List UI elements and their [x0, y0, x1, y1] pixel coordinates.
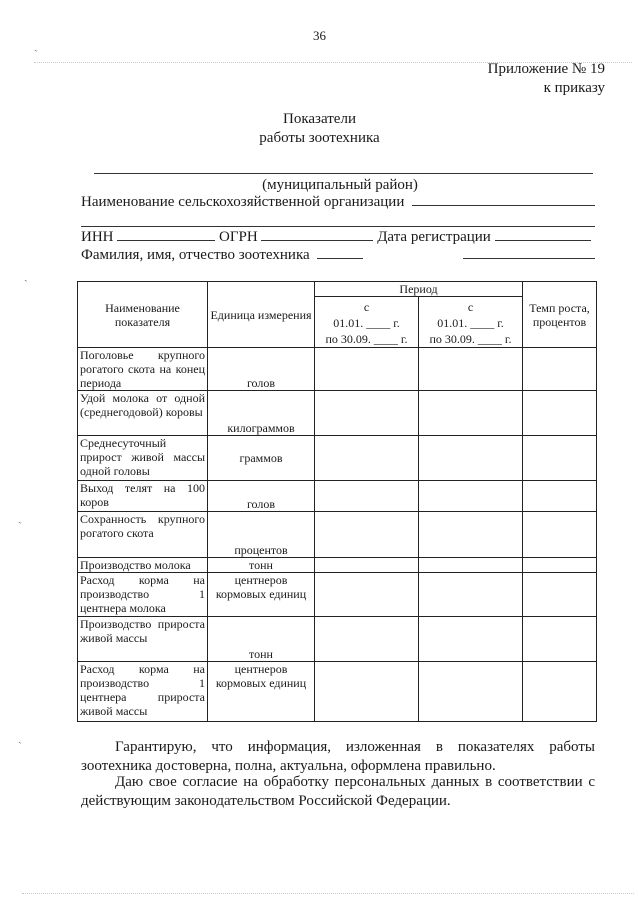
scan-mark: ˏ — [24, 270, 28, 282]
table-row — [78, 617, 597, 662]
title-line-1: Показатели — [283, 111, 356, 127]
period-1-start: 01.01. ____ г. — [333, 316, 400, 330]
value-cell[interactable] — [315, 662, 419, 722]
row-unit: тонн — [208, 617, 315, 662]
table-row — [78, 558, 597, 573]
value-cell[interactable] — [419, 391, 523, 436]
row-unit: тонн — [208, 558, 315, 573]
header-period-col-1 — [315, 297, 419, 348]
annex-number: Приложение № 19 — [487, 61, 605, 77]
value-cell[interactable] — [315, 481, 419, 512]
row-unit: голов — [208, 481, 315, 512]
value-cell[interactable] — [419, 436, 523, 481]
scan-mark: ˏ — [18, 732, 22, 744]
ogrn-label: ОГРН — [219, 229, 258, 245]
table-row — [78, 391, 597, 436]
value-cell[interactable] — [523, 481, 597, 512]
value-cell[interactable] — [315, 348, 419, 391]
ogrn-blank[interactable] — [261, 228, 373, 241]
reg-date-label: Дата регистрации — [377, 229, 491, 245]
scan-mark: ˏ — [34, 40, 38, 52]
value-cell[interactable] — [523, 436, 597, 481]
value-cell[interactable] — [419, 348, 523, 391]
table-row — [78, 436, 597, 481]
header-unit: Единица измерения — [208, 282, 315, 348]
value-cell[interactable] — [523, 391, 597, 436]
value-cell[interactable] — [419, 617, 523, 662]
table-row — [78, 573, 597, 617]
row-name: Удой молока от одной (среднегодовой) коровы — [78, 391, 208, 436]
value-cell[interactable] — [523, 558, 597, 573]
value-cell[interactable] — [315, 391, 419, 436]
value-cell[interactable] — [523, 573, 597, 617]
table-row — [78, 481, 597, 512]
header-name: Наименование показателя — [78, 282, 208, 348]
row-name: Выход телят на 100 коров — [78, 481, 208, 512]
value-cell[interactable] — [419, 512, 523, 558]
period-1-from-label: с — [363, 300, 370, 314]
value-cell[interactable] — [315, 558, 419, 573]
inn-label: ИНН — [81, 229, 114, 245]
registration-fields — [81, 228, 591, 246]
table-row — [78, 348, 597, 391]
guarantee-paragraph: Гарантирую, что информация, изложенная в показателях работы зоотехника достоверна, полна, актуальна, оформлена правильно. — [81, 739, 595, 774]
fio-field — [81, 246, 595, 264]
indicators-table — [77, 281, 597, 722]
row-unit: процентов — [208, 512, 315, 558]
fio-label: Фамилия, имя, отчество зоотехника — [81, 247, 310, 263]
row-name: Среднесуточный прирост живой массы одной головы — [78, 436, 208, 481]
row-name: Расход корма на производство 1 центнера прироста живой массы — [78, 662, 208, 722]
period-2-start: 01.01. ____ г. — [437, 316, 504, 330]
document-title — [0, 110, 639, 148]
org-blank[interactable] — [412, 193, 595, 206]
table-row — [78, 512, 597, 558]
bottom-rule — [22, 893, 634, 894]
value-cell[interactable] — [419, 662, 523, 722]
district-blank-line[interactable] — [94, 173, 593, 174]
value-cell[interactable] — [419, 558, 523, 573]
annex-header — [488, 60, 605, 98]
header-period-col-2 — [419, 297, 523, 348]
value-cell[interactable] — [523, 662, 597, 722]
annex-order: к приказу — [543, 80, 605, 96]
row-unit: центнеров кормовых единиц — [208, 662, 315, 722]
page-number: 36 — [313, 28, 326, 43]
table-row — [78, 662, 597, 722]
fio-blank-1[interactable] — [317, 246, 363, 259]
row-name: Расход корма на производство 1 центнера молока — [78, 573, 208, 617]
org-label: Наименование сельскохозяйственной организации — [81, 194, 405, 210]
reg-date-blank[interactable] — [495, 228, 591, 241]
period-2-end: по 30.09. ____ г. — [429, 332, 512, 346]
value-cell[interactable] — [419, 481, 523, 512]
row-unit: граммов — [208, 436, 315, 481]
period-1-end: по 30.09. ____ г. — [325, 332, 408, 346]
district-caption: (муниципальный район) — [262, 177, 418, 193]
row-name: Производство прироста живой массы — [78, 617, 208, 662]
fio-blank-2[interactable] — [463, 246, 595, 259]
scan-mark: ˏ — [18, 512, 22, 524]
row-unit: килограммов — [208, 391, 315, 436]
inn-blank[interactable] — [117, 228, 215, 241]
value-cell[interactable] — [315, 573, 419, 617]
value-cell[interactable] — [523, 348, 597, 391]
row-name: Сохранность крупного рогатого скота — [78, 512, 208, 558]
value-cell[interactable] — [419, 573, 523, 617]
title-line-2: работы зоотехника — [259, 130, 380, 146]
row-name: Производство молока — [78, 558, 208, 573]
value-cell[interactable] — [523, 512, 597, 558]
value-cell[interactable] — [315, 512, 419, 558]
period-2-from-label: с — [467, 300, 474, 314]
value-cell[interactable] — [523, 617, 597, 662]
consent-paragraph: Даю свое согласие на обработку персональных данных в соответствии с действующим законодательством Российской Федерации. — [81, 774, 595, 809]
row-unit: центнеров кормовых единиц — [208, 573, 315, 617]
org-blank-line-2[interactable] — [81, 226, 595, 227]
org-field — [81, 193, 595, 211]
value-cell[interactable] — [315, 436, 419, 481]
header-growth: Темп роста, процентов — [523, 282, 597, 348]
value-cell[interactable] — [315, 617, 419, 662]
header-period: Период — [315, 282, 523, 297]
row-name: Поголовье крупного рогатого скота на конец периода — [78, 348, 208, 391]
row-unit: голов — [208, 348, 315, 391]
